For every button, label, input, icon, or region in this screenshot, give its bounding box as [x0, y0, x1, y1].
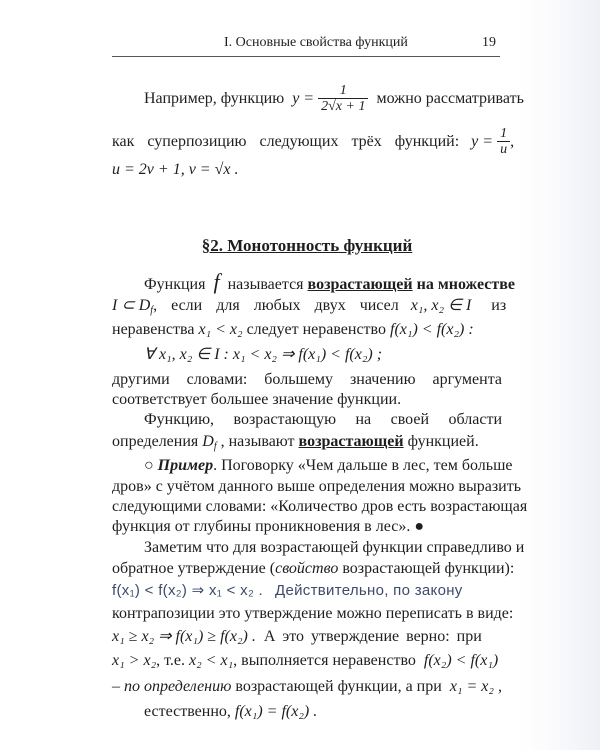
example-label: Пример — [157, 457, 214, 474]
section-title: §2. Монотонность функций — [201, 236, 413, 255]
page-number: 19 — [482, 35, 496, 50]
running-header — [112, 34, 500, 54]
definition-line-2: I ⊂ $D_f$, если для любых двух чисел x₁, x₂ ∈ I из — [112, 297, 507, 316]
intro-line-3: u = 2v + 1, v = √x . — [112, 161, 239, 178]
note-line-1: Заметим что для возрастающей функции справедливо и — [144, 539, 525, 556]
definition-formula: ∀ x₁, x₂ ∈ I : x₁ < x₂ ⇒ f(x₁) < f(x₂) ; — [144, 346, 383, 363]
intro-line-2: как суперпозицию следующих трёх функций: y = $\frac{1}{u}$ , — [112, 126, 515, 158]
intro-fraction-1: $\frac{1}{2√x + 1}$ — [318, 83, 368, 115]
example-line-1: ○ Пример. Поговорку «Чем дальше в лес, тем больше — [144, 457, 513, 474]
note-line-8: естественно, f(x₁) = f(x₂) . — [144, 703, 318, 720]
intro-fraction-2: $\frac{1}{u}$ — [497, 126, 510, 158]
header-rule — [112, 56, 500, 57]
definition2-line-2: определения $D_f$ , называют возрастающей функцией. — [112, 433, 479, 452]
definition2-line-1: Функцию, возрастающую на своей области — [144, 411, 502, 428]
note-line-5: x₁ ≥ x₂ ⇒ f(x₁) ≥ f(x₂) . А это утверждение верно: при — [112, 628, 482, 645]
example-line-4: функция от глубины проникновения в лес». ● — [112, 518, 424, 535]
note-line-7: – по определению возрастающей функции, а при x₁ = x₂ , — [112, 678, 502, 695]
example-marker: ○ — [144, 457, 154, 474]
note-line-3: f(x₁) < f(x₂) ⇒ x₁ < x₂ . Действительно, по закону — [112, 582, 463, 599]
page-edge-shadow — [518, 0, 600, 750]
example-line-2: дров» с учётом данного выше определения можно выразить — [112, 478, 521, 495]
note-line-4: контрапозиции это утверждение можно переписать в виде: — [112, 605, 514, 622]
note-line-2: обратное утверждение (свойство возрастающей функции): — [112, 560, 515, 577]
example-line-3: следующими словами: «Количество дров есть возрастающая — [112, 498, 528, 515]
note-line-6: x₁ > x₂, т.е. x₂ < x₁, выполняется неравенство f(x₂) < f(x₁) — [112, 652, 499, 669]
intro-line-1: Например, функцию y = $\frac{1}{2√x + 1}$ можно рассматривать — [144, 83, 524, 115]
running-title: I. Основные свойства функций — [224, 35, 408, 50]
definition-line-6: соответствует большее значение функции. — [112, 391, 402, 408]
definition-line-5: другими словами: большему значению аргумента — [112, 371, 502, 388]
definition-line-3: неравенства x₁ < x₂ следует неравенство f(x₁) < f(x₂) : — [112, 321, 474, 338]
definition-line-1: Функция f называется возрастающей на множестве — [144, 269, 515, 294]
